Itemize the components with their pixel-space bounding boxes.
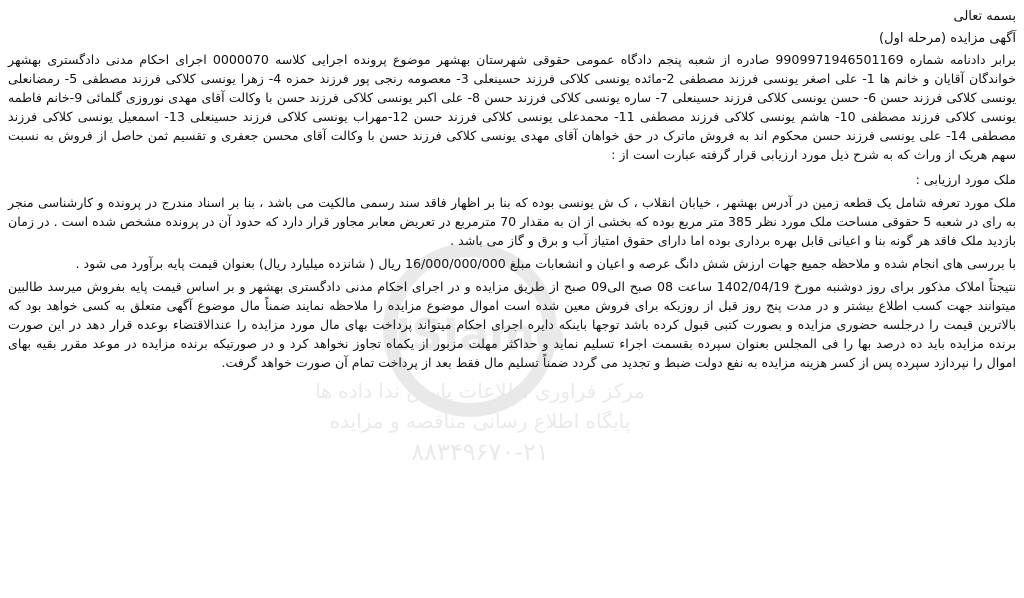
property-paragraph: ملک مورد تعرفه شامل یک قطعه زمین در آدرس بهشهر ، خیابان انقلاب ، ک ش یونسی بوده که بنا بر اظهار فاقد سند رسمی مالکیت می باشد ، بنا بر اسناد مندرج در پرونده و کارشناسی منجر به رای در شعبه 5 حقوقی مساحت ملک مورد نظر 385 متر مربع بوده که بخشی از ان به مقدار 70 مترمربع در تعریض معابر مجاور قرار دارد که حدود آن در پرونده مشخص شده است . در زمان بازدید ملک فاقد هر گونه بنا و اعیانی قابل بهره برداری بوده اما دارای حقوق امتیاز آب و برق و گاز می باشد . (8, 195, 1016, 248)
bismillah-heading: بسمه تعالی (953, 9, 1016, 24)
page-title: آگهی مزایده (مرحله اول) (879, 31, 1016, 46)
valuation-paragraph: با بررسی های انجام شده و ملاحظه جمیع جهات ارزش شش دانگ عرصه و اعیان و انشعابات مبلغ 16/000/000/000 ریال ( شانزده میلیارد ریال) بعنوان قیمت پایه برآورد می شود . (75, 256, 1016, 271)
watermark-phone: ۸۸۳۴۹۶۷۰-۲۱ (411, 438, 549, 466)
watermark-line2: پایگاه اطلاع رسانی مناقصه و مزایده (329, 409, 631, 433)
watermark-line1: مرکز فراوری اطلاعات پارس ندا داده ها (315, 379, 645, 403)
intro-paragraph: برابر دادنامه شماره 9909971946501169 صادره از شعبه پنجم دادگاه عمومی حقوقی شهرستان بهشهر موضوع پرونده اجرایی کلاسه 0000070 اجرای احکام مدنی دادگستری بهشهر خواندگان آقایان و خانم ها 1- علی اصغر یونسی فرزند مصطفی 2-مائده یونسی کلاکی فرزند حسینعلی 3- معصومه رنجی پور فرزند حمزه 4- زهرا یونسی کلاکی فرزند مصطفی 5- رمضانعلی یونسی کلاکی فرزند حسن 6- حسن یونسی کلاکی فرزند حسینعلی 7- ساره یونسی کلاکی فرزند حسن 8- علی اکبر یونسی کلاکی فرزند حسن با وکالت آقای مهدی نوروزی گلمائی 9-خانم فاطمه یونسی کلاکی فرزند مصطفی 10- هاشم یونسی کلاکی فرزند مصطفی 11- محمدعلی یونسی کلاکی فرزند حسن 12-مهراب یونسی کلاکی فرزند حسینعلی 13- اسمعیل یونسی کلاکی فرزند مصطفی 14- علی یونسی فرزند حسن محکوم اند به فروش ماترک در حق خواهان آقای مهدی یونسی کلاکی فرزند حسن با وکالت آقای محسن جعفری و تقسیم ثمن حاصل از فروش به نسبت سهم هریک از وراث که به شرح ذیل مورد ارزیابی قرار گرفته عبارت است از : (8, 52, 1017, 162)
section-title: ملک مورد ارزیابی : (915, 172, 1016, 187)
conclusion-paragraph: نتیجتاً املاک مذکور برای روز دوشنبه مورخ 1402/04/19 ساعت 08 صبح الی09 صبح از طریق مزایده و در اجرای احکام مدنی دادگستری بهشهر و بر اساس قیمت پایه بفروش میرسد طالبین میتوانند جهت کسب اطلاع بیشتر و در مدت پنج روز قبل از روزیکه برای فروش معین شده است اموال موضوع مزایده را ملاحظه نمایند ضمناً مال موضوع آگهی متعلق به کسی خواهد بود که بالاترین قیمت را درجلسه حضوری مزایده و بصورت کتبی قبول کرده باشد توجها باینکه دایره اجرای احکام میتواند پرداخت بهای مال مورد مزایده را عندالاقتضاء بوعده قرار دهد در این صورت برنده مزایده باید ده درصد بها را فی المجلس بعنوان سپرده بقسمت اجراء تسلیم نماید و حداکثر مهلت مزبور از یکماه تجاوز نخواهد کرد و در صورتیکه برنده مزایده در موعد مقرر بقیه بهای اموال را نپردازد سپرده پس از کسر هزینه مزایده به نفع دولت ضبط و تجدید می گردد ضمناً تسلیم مال فقط بعد از پرداخت تمام آن صورت خواهد گرفت. (8, 279, 1017, 370)
watermark-brand: ISIamo (394, 310, 566, 361)
